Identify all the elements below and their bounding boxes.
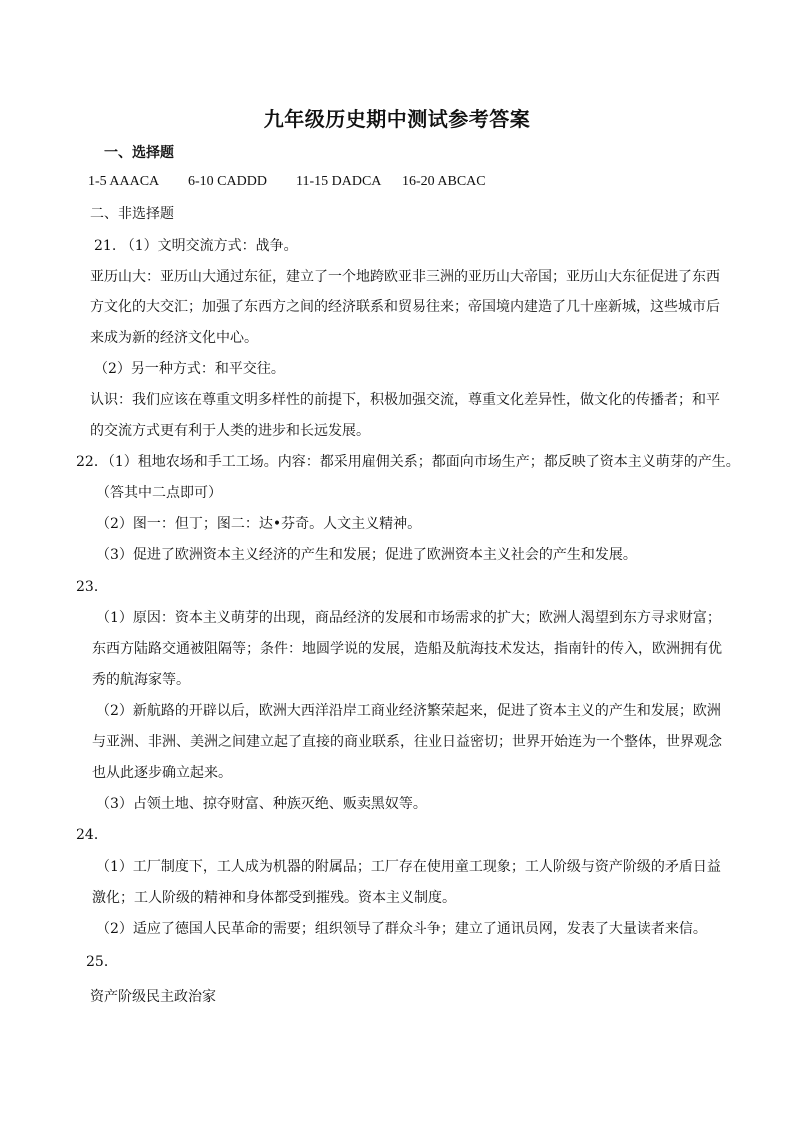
choice-answer-group: 6-10 CADDD (188, 174, 267, 189)
answer-line: 秀的航海家等。 (92, 672, 190, 688)
answer-line: 的交流方式更有利于人类的进步和长远发展。 (90, 423, 370, 439)
choice-answer-group: 11-15 DADCA (296, 174, 382, 189)
answer-line: （2）图一：但丁；图二：达•芬奇。人文主义精神。 (96, 516, 422, 532)
answer-line: 来成为新的经济文化中心。 (90, 330, 258, 346)
answer-line: 22．（1）租地农场和手工工场。内容：都采用雇佣关系；都面向市场生产；都反映了资本主义萌芽的产生。 (76, 454, 740, 470)
answer-line: 21. （1）文明交流方式：战争。 (94, 238, 298, 254)
answer-line: （2）适应了德国人民革命的需要；组织领导了群众斗争；建立了通讯员网，发表了大量读者来信。 (96, 921, 707, 937)
answer-line: 23． (76, 579, 108, 595)
choice-answers-row (88, 174, 486, 190)
choice-answer-group: 16-20 ABCAC (402, 174, 486, 189)
answer-line: 东西方陆路交通被阻隔等；条件：地圆学说的发展，造船及航海技术发达，指南针的传入，欧洲拥有优 (92, 641, 722, 657)
answer-line: 亚历山大：亚历山大通过东征，建立了一个地跨欧亚非三洲的亚历山大帝国；亚历山大东征促进了东西 (90, 269, 720, 285)
answer-line: 24． (76, 827, 108, 843)
answer-line: 方文化的大交汇；加强了东西方之间的经济联系和贸易往来；帝国境内建造了几十座新城，这些城市后 (90, 299, 720, 315)
answer-line: （3）促进了欧洲资本主义经济的产生和发展；促进了欧洲资本主义社会的产生和发展。 (96, 547, 637, 563)
answer-line: （1）工厂制度下，工人成为机器的附属品；工厂存在使用童工现象；工人阶级与资产阶级的矛盾日益 (96, 859, 721, 875)
answer-line: （2）新航路的开辟以后，欧洲大西洋沿岸工商业经济繁荣起来，促进了资本主义的产生和发展；欧洲 (96, 703, 721, 719)
answer-line: （2）另一种方式：和平交往。 (94, 361, 285, 377)
answer-line: （1）原因：资本主义萌芽的出现，商品经济的发展和市场需求的扩大；欧洲人渴望到东方寻求财富； (96, 610, 721, 626)
answer-line: 资产阶级民主政治家 (90, 989, 216, 1005)
answer-line: 25． (86, 954, 118, 970)
choice-answer-group: 1-5 AAACA (88, 174, 160, 189)
page-title: 九年级历史期中测试参考答案 (263, 107, 531, 131)
section-heading-choice: 一、选择题 (104, 145, 174, 161)
answer-line: 认识：我们应该在尊重文明多样性的前提下，积极加强交流，尊重文化差异性，做文化的传播者；和平 (90, 392, 720, 408)
answer-line: 激化；工人阶级的精神和身体都受到摧残。资本主义制度。 (92, 890, 456, 906)
answer-line: （3）占领土地、掠夺财富、种族灭绝、贩卖黑奴等。 (96, 796, 427, 812)
answer-line: 也从此逐步确立起来。 (92, 765, 232, 781)
answer-line: （答其中二点即可） (96, 485, 222, 501)
answer-line: 与亚洲、非洲、美洲之间建立起了直接的商业联系，往业日益密切；世界开始连为一个整体，世界观念 (92, 734, 722, 750)
section-heading-nonchoice: 二、非选择题 (90, 206, 174, 222)
